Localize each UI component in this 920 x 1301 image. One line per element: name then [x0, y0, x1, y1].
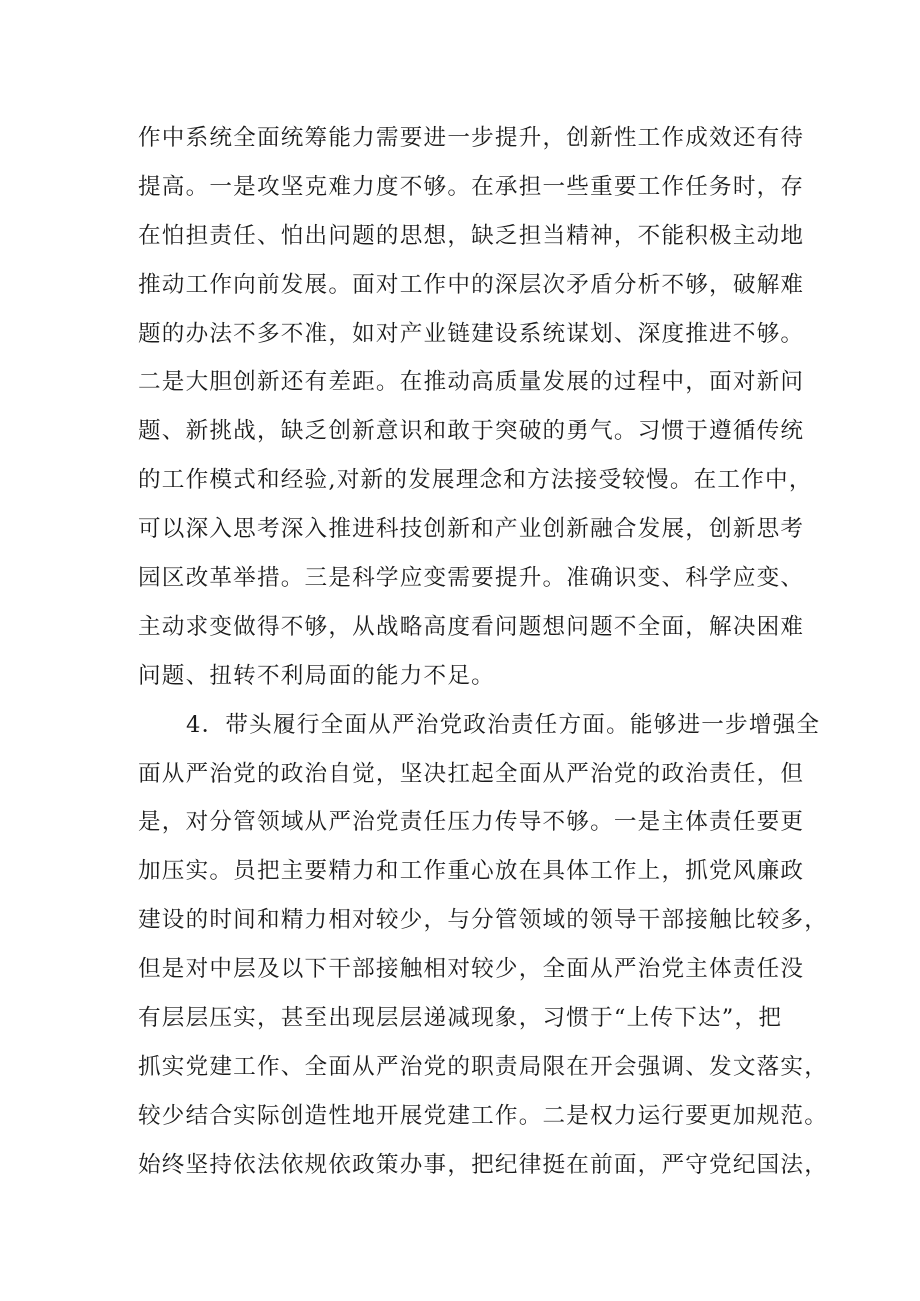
text-line: 可以深入思考深入推进科技创新和产业创新融合发展，创新思考	[138, 516, 805, 543]
text-line: 题的办法不多不准，如对产业链建设系统谋划、深度推进不够。	[138, 320, 805, 347]
text-line: 始终坚持依法依规依政策办事，把纪律挺在前面，严守党纪国法，	[138, 1151, 829, 1178]
text-line: 抓实党建工作、全面从严治党的职责局限在开会强调、发文落实，	[138, 1053, 829, 1080]
text-line: 加压实。员把主要精力和工作重心放在具体工作上，抓党风廉政	[138, 858, 805, 885]
text-line: 是，对分管领域从严治党责任压力传导不够。一是主体责任要更	[138, 809, 805, 836]
text-line: 推动工作向前发展。面对工作中的深层次矛盾分析不够，破解难	[138, 271, 805, 298]
section-heading-line: 4．带头履行全面从严治党政治责任方面。能够进一步增强全	[186, 711, 821, 738]
text-line: 问题、扭转不利局面的能力不足。	[138, 662, 495, 689]
text-line: 的工作模式和经验,对新的发展理念和方法接受较慢。在工作中，	[138, 467, 813, 494]
text-line: 有层层压实，甚至出现层层递减现象，习惯于“上传下达”，把	[138, 1005, 783, 1032]
text-line: 题、新挑战，缺乏创新意识和敢于突破的勇气。习惯于遵循传统	[138, 418, 805, 445]
text-line: 二是大胆创新还有差距。在推动高质量发展的过程中，面对新问	[138, 369, 805, 396]
text-line: 较少结合实际创造性地开展党建工作。二是权力运行要更加规范。	[138, 1102, 829, 1129]
text-line: 面从严治党的政治自觉，坚决扛起全面从严治党的政治责任，但	[138, 760, 805, 787]
text-line: 在怕担责任、怕出问题的思想，缺乏担当精神，不能积极主动地	[138, 222, 805, 249]
text-line: 建设的时间和精力相对较少，与分管领域的领导干部接触比较多，	[138, 907, 829, 934]
text-line: 园区改革举措。三是科学应变需要提升。准确识变、科学应变、	[138, 565, 805, 592]
text-line: 提高。一是攻坚克难力度不够。在承担一些重要工作任务时，存	[138, 173, 805, 200]
document-body	[138, 114, 829, 1190]
text-line: 作中系统全面统筹能力需要进一步提升，创新性工作成效还有待	[138, 125, 805, 151]
text-line: 主动求变做得不够，从战略高度看问题想问题不全面，解决困难	[138, 613, 805, 640]
text-line: 但是对中层及以下干部接触相对较少，全面从严治党主体责任没	[138, 956, 805, 983]
